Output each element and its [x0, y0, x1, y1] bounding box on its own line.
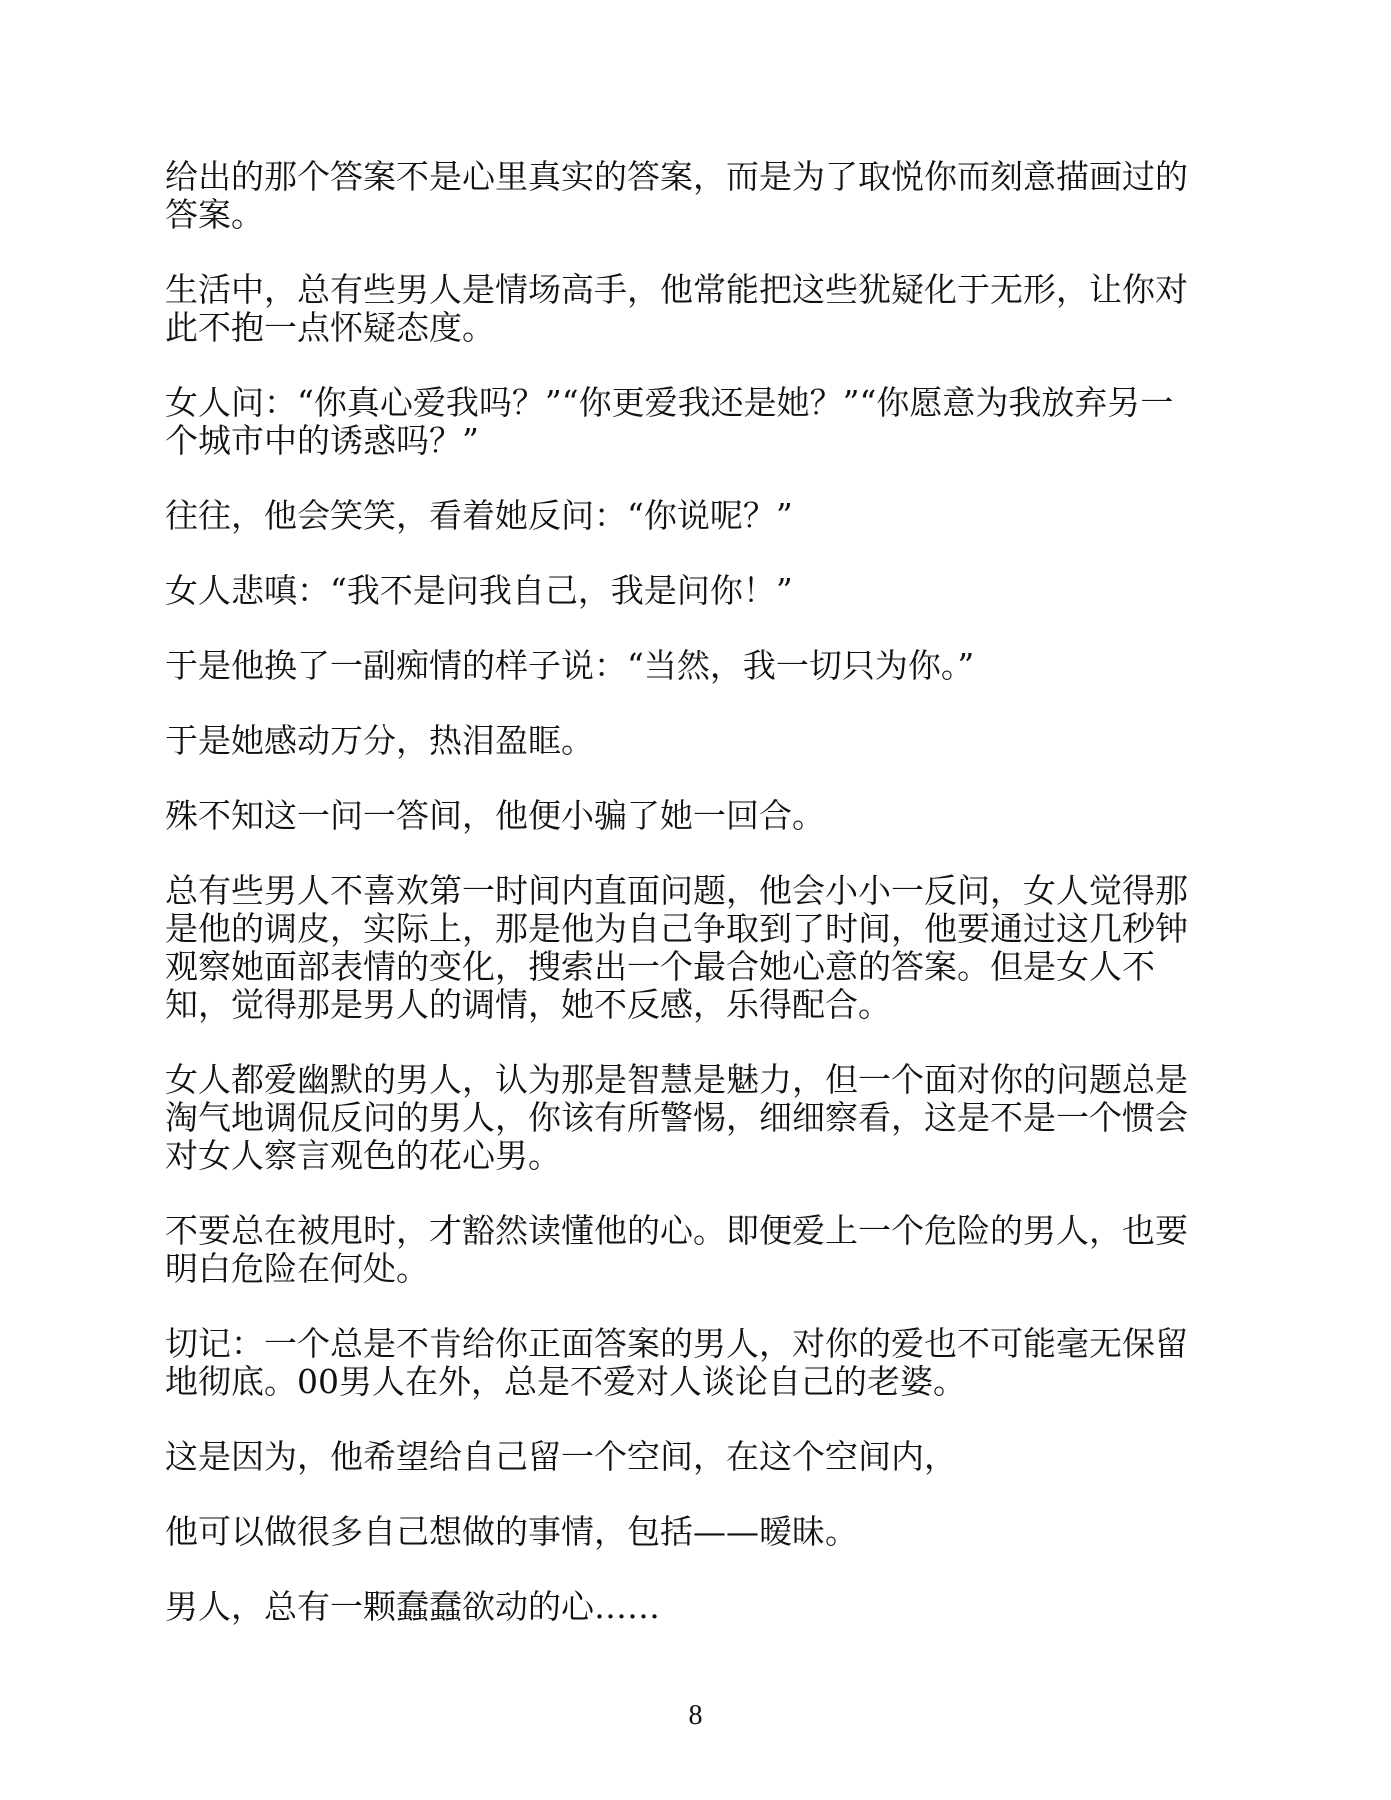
- text-line: 于是他换了一副痴情的样子说：“当然，我一切只为你。”: [165, 646, 975, 685]
- text-line: 总有些男人不喜欢第一时间内直面问题，他会小小一反问，女人觉得那: [165, 871, 1188, 910]
- paragraph: [165, 158, 1225, 234]
- text-line: 女人问：“你真心爱我吗？”“你更爱我还是她？”“你愿意为我放弃另一: [165, 383, 1174, 422]
- text-line: 男人，总有一颗蠢蠢欲动的心……: [165, 1587, 660, 1626]
- paragraph: [165, 572, 1225, 610]
- text-line: 答案。: [165, 195, 264, 234]
- text-line: 是他的调皮，实际上，那是他为自己争取到了时间，他要通过这几秒钟: [165, 909, 1188, 948]
- text-line: 给出的那个答案不是心里真实的答案，而是为了取悦你而刻意描画过的: [165, 157, 1188, 196]
- paragraph: [165, 722, 1225, 760]
- text-line: 女人悲嗔：“我不是问我自己，我是问你！”: [165, 571, 793, 610]
- paragraph: [165, 1325, 1225, 1401]
- paragraph: [165, 497, 1225, 535]
- paragraph: [165, 1212, 1225, 1288]
- text-line: 于是她感动万分，热泪盈眶。: [165, 721, 594, 760]
- text-line: 观察她面部表情的变化，搜索出一个最合她心意的答案。但是女人不: [165, 947, 1155, 986]
- paragraph: [165, 1588, 1225, 1626]
- paragraph: [165, 797, 1225, 835]
- text-line: 对女人察言观色的花心男。: [165, 1136, 561, 1175]
- text-line: 往往，他会笑笑，看着她反问：“你说呢？”: [165, 496, 793, 535]
- text-line: 知，觉得那是男人的调情，她不反感，乐得配合。: [165, 985, 891, 1024]
- paragraph: [165, 1438, 1225, 1476]
- paragraph: [165, 872, 1225, 1024]
- paragraph: [165, 1061, 1225, 1175]
- text-line: 这是因为，他希望给自己留一个空间，在这个空间内，: [165, 1437, 957, 1476]
- text-line: 女人都爱幽默的男人，认为那是智慧是魅力，但一个面对你的问题总是: [165, 1060, 1188, 1099]
- paragraph: [165, 384, 1225, 460]
- text-line: 生活中，总有些男人是情场高手，他常能把这些犹疑化于无形，让你对: [165, 270, 1188, 309]
- text-line: 个城市中的诱惑吗？”: [165, 421, 479, 460]
- text-line: 明白危险在何处。: [165, 1249, 429, 1288]
- text-line: 此不抱一点怀疑态度。: [165, 308, 495, 347]
- paragraph: [165, 647, 1225, 685]
- body-text: [165, 158, 1225, 1663]
- page-number: 8: [688, 1700, 703, 1731]
- text-line: 他可以做很多自己想做的事情，包括——暧昧。: [165, 1512, 858, 1551]
- text-line: 淘气地调侃反问的男人，你该有所警惕，细细察看，这是不是一个惯会: [165, 1098, 1188, 1137]
- paragraph: [165, 271, 1225, 347]
- text-line: 地彻底。00男人在外，总是不爱对人谈论自己的老婆。: [165, 1362, 966, 1401]
- paragraph: [165, 1513, 1225, 1551]
- text-line: 切记：一个总是不肯给你正面答案的男人，对你的爱也不可能毫无保留: [165, 1324, 1188, 1363]
- text-line: 不要总在被甩时，才豁然读懂他的心。即便爱上一个危险的男人，也要: [165, 1211, 1188, 1250]
- text-line: 殊不知这一问一答间，他便小骗了她一回合。: [165, 796, 825, 835]
